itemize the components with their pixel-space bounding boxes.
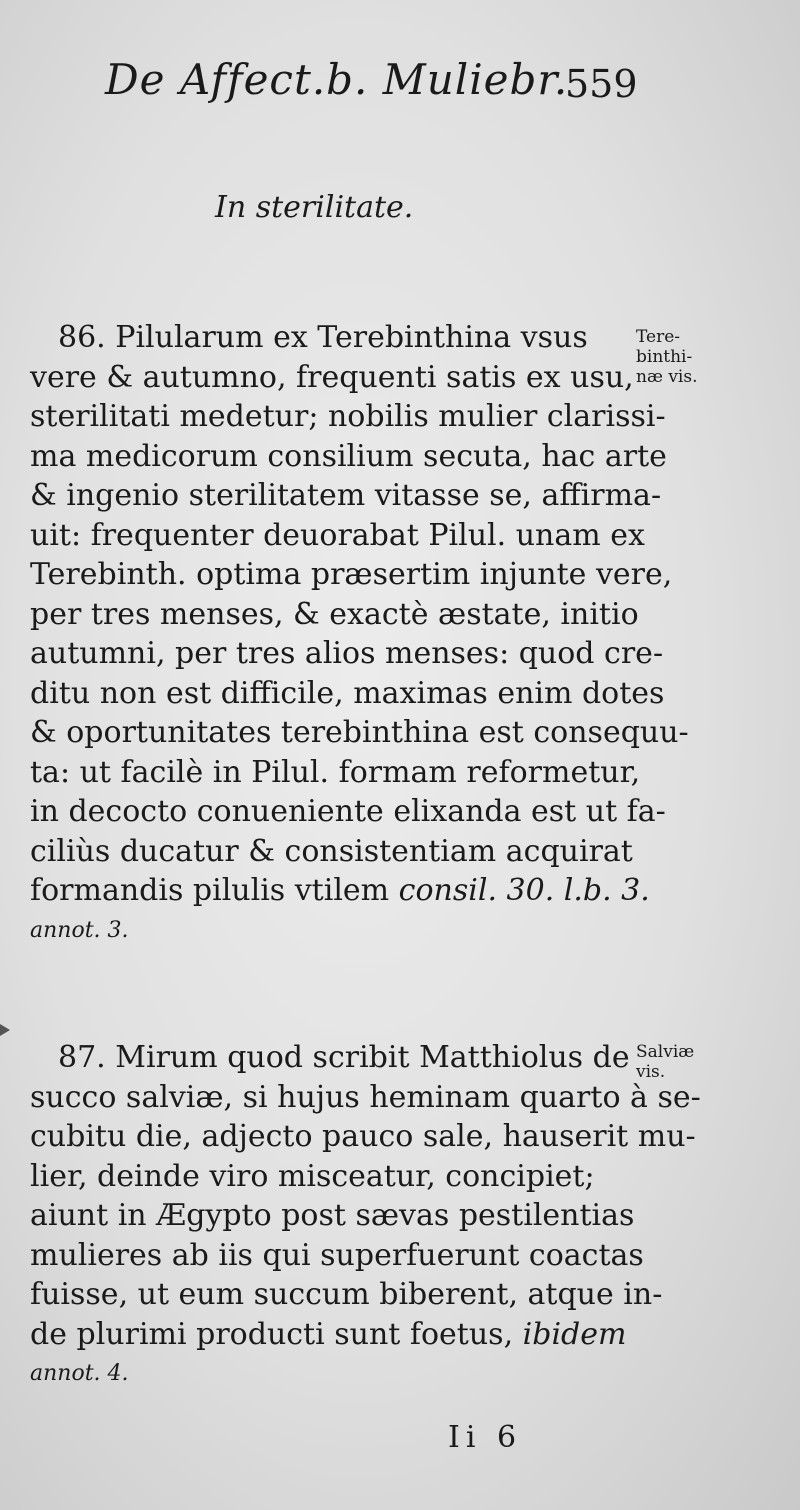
paragraph-line <box>30 1038 650 1078</box>
citation: ibidem <box>522 1316 627 1352</box>
text-line: ditu non est difficile, maximas enim dotes <box>30 675 665 711</box>
left-edge-mark <box>0 1024 10 1036</box>
text-line <box>30 871 650 911</box>
paragraph-line <box>30 318 650 358</box>
text-line-segment: de plurimi producti sunt foetus, <box>30 1316 514 1352</box>
text-line: aiunt in Ægypto post sævas pestilentias <box>30 1198 635 1233</box>
text-line: Pilularum ex Terebinthina vsus <box>115 320 588 355</box>
text-line: lier, deinde viro misceatur, concipiet; <box>30 1158 595 1194</box>
text-line: uit: frequenter deuorabat Pilul. unam ex <box>30 517 645 553</box>
marginal-note: Salviæ vis. <box>636 1042 695 1082</box>
text-line: ta: ut facilè in Pilul. formam reformetur, <box>30 754 641 790</box>
text-line: succo salviæ, si hujus heminam quarto à se- <box>30 1079 701 1115</box>
page-number: 559 <box>565 62 638 106</box>
text-line: per tres menses, & exactè æstate, initio <box>30 596 639 632</box>
citation: consil. 30. l.b. 3. <box>398 873 650 908</box>
text-line: & ingenio sterilitatem vitasse se, affirma- <box>30 478 662 513</box>
citation-tail: annot. 3. <box>30 917 129 943</box>
text-line-segment: formandis pilulis vtilem <box>30 873 390 908</box>
text-line: fuisse, ut eum succum biberent, atque in- <box>30 1277 663 1312</box>
text-line: autumni, per tres alios menses: quod cre- <box>30 636 664 671</box>
text-line: ciliùs ducatur & consistentiam acquirat <box>30 833 633 869</box>
text-line: in decocto conueniente elixanda est ut fa- <box>30 794 666 829</box>
signature-mark: Ii 6 <box>448 1420 523 1455</box>
text-line: mulieres ab iis qui superfuerunt coactas <box>30 1237 644 1273</box>
paragraph-number: 86. <box>58 320 106 355</box>
text-line: & oportunitates terebinthina est consequu- <box>30 715 689 750</box>
running-title: De Affect.b. Muliebr. <box>105 55 569 104</box>
text-line: vere & autumno, frequenti satis ex usu, <box>30 359 634 395</box>
text-line: cubitu die, adjecto pauco sale, hauserit mu- <box>30 1119 696 1154</box>
text-line <box>30 1315 650 1355</box>
text-line: Mirum quod scribit Matthiolus de <box>115 1040 630 1075</box>
text-line: Terebinth. optima præsertim injunte vere, <box>30 557 673 592</box>
text-line: ma medicorum consilium secuta, hac arte <box>30 438 667 474</box>
paragraph-number: 87. <box>58 1040 106 1075</box>
text-line: sterilitati medetur; nobilis mulier clarissi- <box>30 399 666 434</box>
section-title: In sterilitate. <box>215 190 414 225</box>
citation-tail: annot. 4. <box>30 1361 129 1386</box>
marginal-note: Tere- binthi- næ vis. <box>636 327 698 387</box>
